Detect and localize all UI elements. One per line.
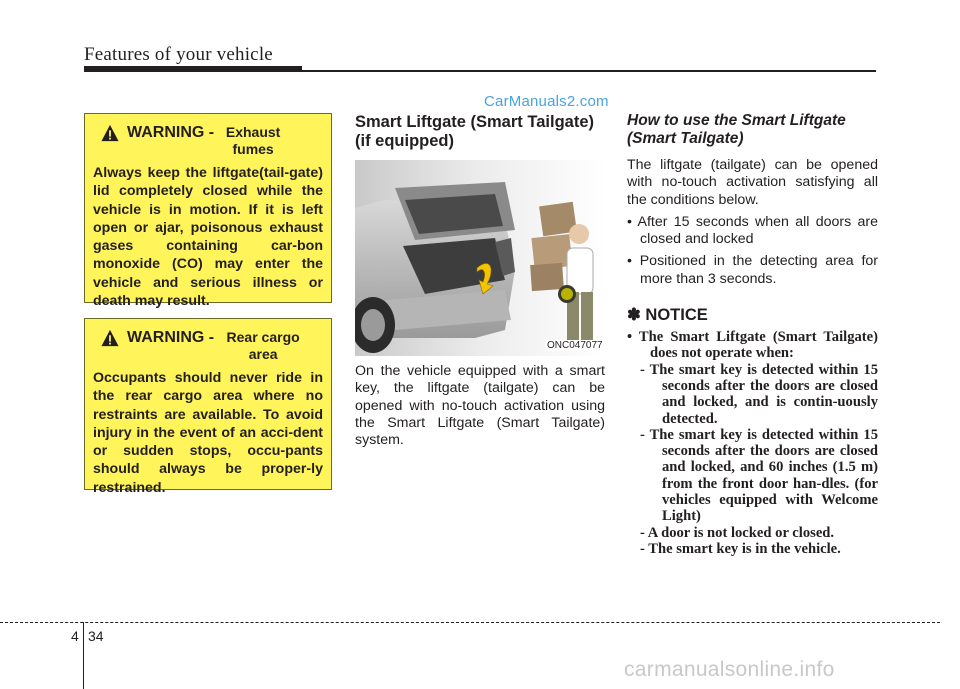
notice-subitem: - A door is not locked or closed. xyxy=(640,524,835,541)
warning-triangle-icon xyxy=(101,124,119,142)
page-number: 34 xyxy=(88,628,104,644)
warning-subject: Exhaust fumes xyxy=(225,124,281,157)
page-chapter-number: 4 xyxy=(71,628,79,644)
notice-subitem: - The smart key is detected within 15 seconds after the doors are closed and locked, and is contin-uously detected. xyxy=(640,361,878,427)
warning-word: WARNING - xyxy=(127,124,215,141)
warning-header xyxy=(101,329,323,363)
warning-box-cargo xyxy=(84,318,332,496)
warning-body: Occupants should never ride in the rear cargo area where no restraints are available. To avoid injury in the event of an acci-dent or sudden stops, occu-pants should always be proper-ly restrained. xyxy=(93,370,323,496)
how-to-column xyxy=(627,112,878,557)
warning-word: WARNING - xyxy=(127,329,215,346)
warning-header xyxy=(101,124,323,158)
page-header-title: Features of your vehicle xyxy=(84,44,273,65)
watermark-link-top[interactable]: CarManuals2.com xyxy=(484,93,609,110)
figure-code-label: ONC047077 xyxy=(547,340,603,351)
warning-box-exhaust xyxy=(84,113,332,310)
notice-subitem: - The smart key is detected within 15 seconds after the doors are closed and locked, and 60 inches (1.5 m) from the front door han-dles. (for vehicles equipped with Welcome Light) xyxy=(640,426,878,525)
how-to-title: How to use the Smart Liftgate (Smart Tailgate) xyxy=(627,112,846,147)
intro-paragraph: On the vehicle equipped with a smart key, the liftgate (tailgate) can be opened with no-touch activation using the Smart Liftgate (Smart Tailgate) system. xyxy=(355,363,605,449)
list-item: • After 15 seconds when all doors are closed and locked xyxy=(627,213,878,248)
car-and-person-figure xyxy=(355,160,605,356)
notice-subitem: - The smart key is in the vehicle. xyxy=(640,540,841,557)
smart-liftgate-illustration xyxy=(355,160,605,356)
warning-subject: Rear cargo area xyxy=(226,329,300,362)
watermark-link-bottom[interactable]: carmanualsonline.info xyxy=(624,658,835,681)
warning-body: Always keep the liftgate(tail-gate) lid completely closed while the vehicle is in motion. If it is left open or ajar, poisonous exhaust gases containing car-bon monoxide (CO) may enter the vehicle and serious illness or death may result. xyxy=(93,165,323,310)
condition-list xyxy=(627,214,878,288)
section-title: Smart Liftgate (Smart Tailgate) (if equipped) xyxy=(355,113,594,150)
notice-body xyxy=(627,329,878,557)
list-item: • Positioned in the detecting area for more than 3 seconds. xyxy=(627,253,878,287)
warning-triangle-icon xyxy=(101,329,119,347)
header-rule-accent xyxy=(84,66,302,72)
footer-divider xyxy=(0,622,940,623)
notice-title: ✽ NOTICE xyxy=(627,306,708,325)
footer-page-separator xyxy=(83,622,84,689)
how-to-intro: The liftgate (tailgate) can be opened with no-touch activation satisfying all the conditions below. xyxy=(627,157,878,208)
notice-main-item: • The Smart Liftgate (Smart Tailgate) does not operate when: xyxy=(627,329,878,362)
